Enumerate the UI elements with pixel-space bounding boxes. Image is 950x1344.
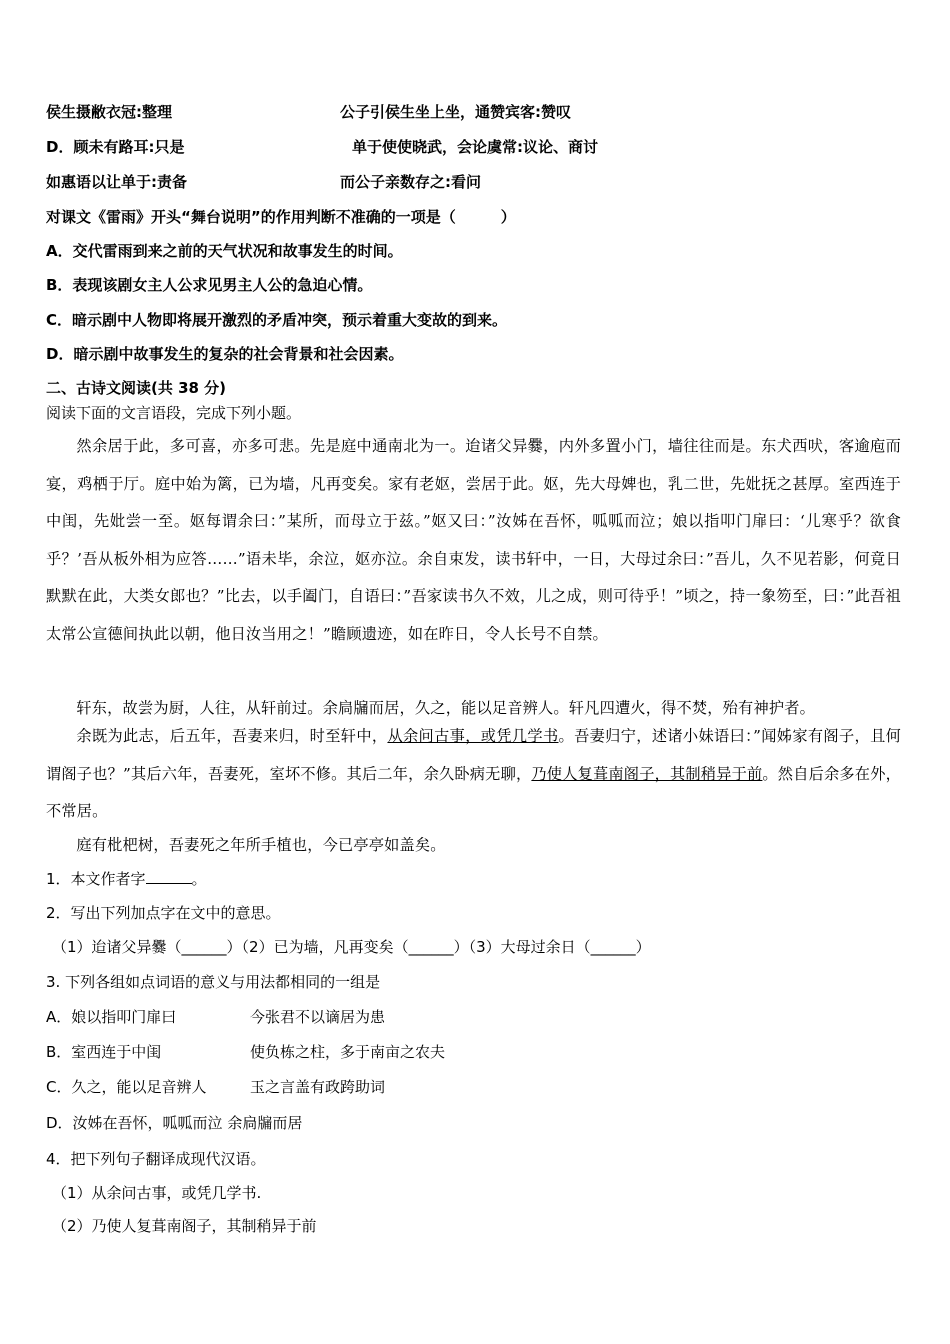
- question-4: 4．把下列句子翻译成现代汉语。: [46, 1150, 266, 1168]
- question-3-option-d: D．汝姊在吾怀，呱呱而泣 余扃牖而居: [46, 1114, 303, 1132]
- passage-paragraph-1: 然余居于此，多可喜，亦多可悲。先是庭中通南北为一。迨诸父异爨，内外多置小门，墙往往而是。东犬西吠，客逾庖而宴，鸡栖于厅。庭中始为篱，已为墙，凡再变矣。家有老妪，尝居于此。妪，先大母婢也，乳二世，先妣抚之甚厚。室西连于中闺，先妣尝一至。妪每谓余曰：”某所，而母立于兹。”妪又曰：”汝姊在吾怀，呱呱而泣；娘以指叩门扉曰：‘儿寒乎？欲食乎？’吾从板外相为应答……”语未毕，余泣，妪亦泣。余自束发，读书轩中，一日，大母过余曰：”吾儿，久不见若影，何竟日默默在此，大类女郎也？”比去，以手阖门，自语曰：”吾家读书久不效，儿之成，则可待乎！”顷之，持一象笏至，曰：”此吾祖太常公宣德间执此以朝，他日汝当用之！”瞻顾遗迹，如在昨日，令人长号不自禁。: [46, 437, 901, 643]
- passage-paragraph-3: [46, 718, 901, 831]
- passage-p3-text-c: 。然自后余多在外，不常居。: [46, 764, 901, 820]
- vocab-row-3-left: 如惠语以让单于:责备: [46, 173, 187, 191]
- question-3-option-c-left: C．久之，能以足音辨人: [46, 1078, 207, 1096]
- passage-p3-underline-1: 从余问古事，或凭几学书: [387, 727, 559, 745]
- section-title: 二、古诗文阅读(共 38 分): [46, 379, 227, 397]
- leiyu-option-c: C．暗示剧中人物即将展开激烈的矛盾冲突，预示着重大变故的到来。: [46, 311, 508, 329]
- question-3-option-c-right: 玉之言盖有政跨助词: [250, 1078, 386, 1096]
- section-instruction: 阅读下面的文言语段，完成下列小题。: [46, 404, 302, 422]
- vocab-row-3-right: 而公子亲数存之:看问: [340, 173, 481, 191]
- question-1-text: 1．本文作者字: [46, 870, 146, 888]
- question-3-option-b-left: B．室西连于中闺: [46, 1043, 162, 1061]
- question-4-item-2: （2）乃使人复葺南阁子，其制稍异于前: [52, 1217, 317, 1235]
- passage-p3-underline-2: 乃使人复葺南阁子，其制稍异于前: [531, 764, 763, 783]
- question-3-option-a-left: A．娘以指叩门扉曰: [46, 1008, 177, 1026]
- vocab-row-2-right: 单于使使晓武，会论虞常:议论、商讨: [352, 138, 599, 156]
- passage-paragraph-4: 庭有枇杷树，吾妻死之年所手植也，今已亭亭如盖矣。: [76, 836, 446, 854]
- vocab-row-1-right: 公子引侯生坐上坐，通赞宾客:赞叹: [340, 103, 572, 121]
- question-3-option-a-right: 今张君不以谪居为患: [250, 1008, 386, 1026]
- question-1-end: 。: [191, 870, 207, 888]
- leiyu-option-a: A．交代雷雨到来之前的天气状况和故事发生的时间。: [46, 242, 403, 260]
- question-3: 3. 下列各组如点词语的意义与用法都相同的一组是: [46, 973, 381, 991]
- question-1-answer-blank[interactable]: [146, 869, 192, 884]
- leiyu-option-b: B．表现该剧女主人公求见男主人公的急迫心情。: [46, 276, 373, 294]
- vocab-row-1-left: 侯生摄敝衣冠:整理: [46, 103, 172, 121]
- passage-p3-text-b: 。吾妻归宁，述诸小妹语曰：”闻姊家有阁子，且何谓阁子也？”其后六年，吾妻死，室坏不修。其后二年，余久卧病无聊，: [46, 727, 902, 783]
- passage-p3-text-a: 余既为此志，后五年，吾妻来归，时至轩中，: [76, 727, 388, 745]
- question-2-items: （1）迨诸父异爨（______）（2）已为墙，凡再变矣（______）（3）大母过余日（______）: [52, 938, 651, 956]
- question-2: 2．写出下列加点字在文中的意思。: [46, 904, 281, 922]
- passage-paragraph-2: 轩东，故尝为厨，人往，从轩前过。余扃牖而居，久之，能以足音辨人。轩凡四遭火，得不焚，殆有神护者。: [76, 699, 815, 717]
- question-1: [46, 869, 207, 889]
- leiyu-question-stem: 对课文《雷雨》开头“舞台说明”的作用判断不准确的一项是（ ）: [46, 208, 516, 226]
- vocab-row-2-left: D．顾未有路耳:只是: [46, 138, 185, 156]
- leiyu-option-d: D．暗示剧中故事发生的复杂的社会背景和社会因素。: [46, 345, 404, 363]
- question-3-option-b-right: 使负栋之柱，多于南亩之农夫: [250, 1043, 446, 1061]
- question-4-item-1: （1）从余问古事，或凭几学书.: [52, 1184, 262, 1202]
